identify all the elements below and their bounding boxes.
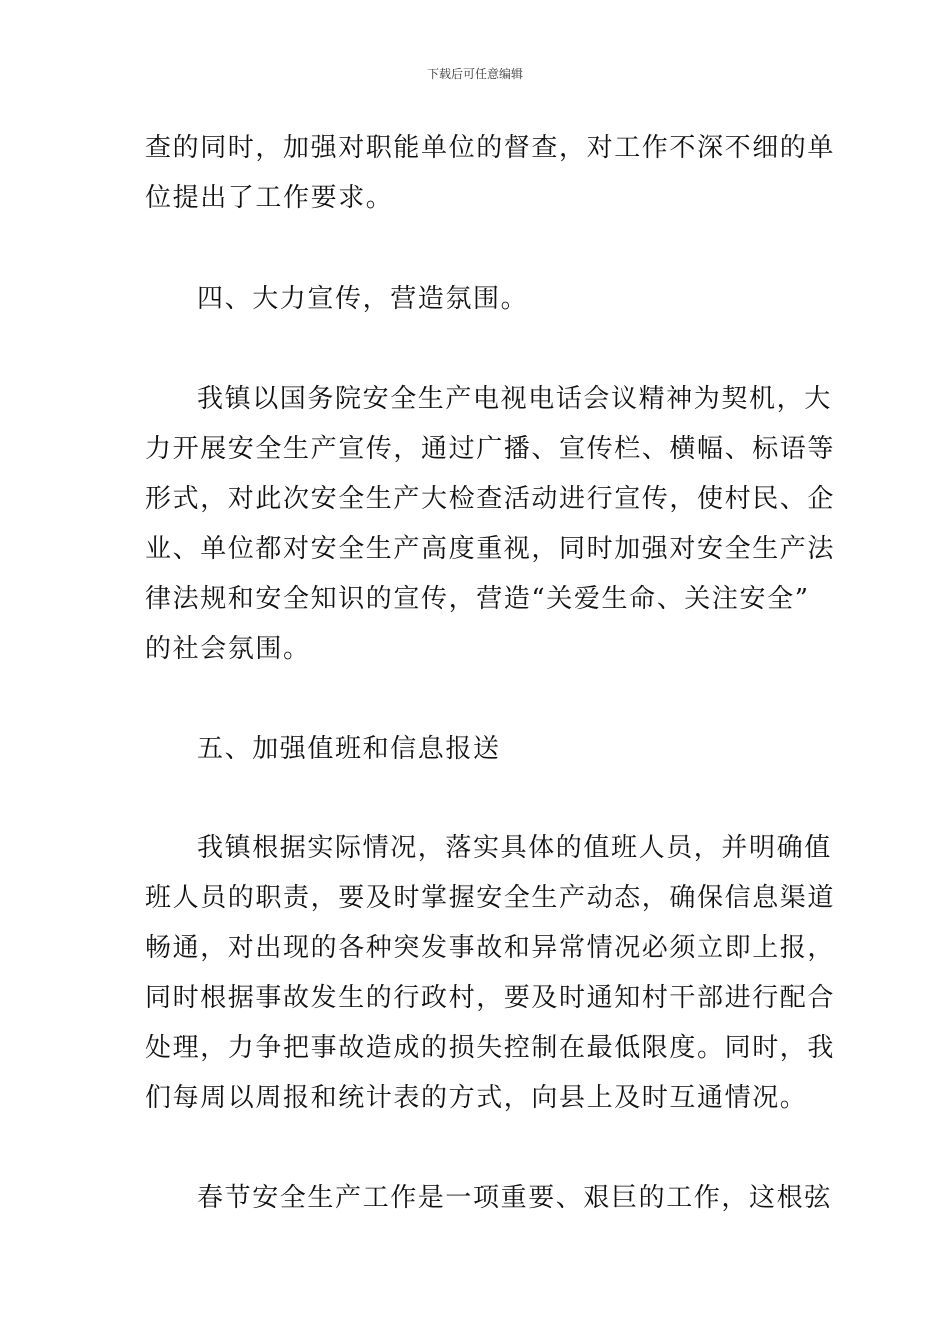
page-header-note: 下载后可任意编辑 (426, 67, 523, 81)
text-line: 位提出了工作要求。 (145, 183, 394, 213)
text-line: 们每周以周报和统计表的方式，向县上及时互通情况。 (145, 1083, 808, 1113)
text-line: 律法规和安全知识的宣传，营造“关爱生命、关注安全” (145, 584, 810, 614)
text-line: 春节安全生产工作是一项重要、艰巨的工作，这根弦 (197, 1183, 832, 1213)
text-line: 力开展安全生产宣传，通过广播、宣传栏、横幅、标语等 (145, 434, 836, 464)
text-line: 形式，对此次安全生产大检查活动进行宣传，使村民、企 (145, 484, 836, 514)
text-line: 我镇根据实际情况，落实具体的值班人员，并明确值 (197, 833, 832, 863)
text-line: 畅通，对出现的各种突发事故和异常情况必须立即上报， (145, 933, 836, 963)
text-line: 查的同时，加强对职能单位的督查，对工作不深不细的单 (145, 133, 836, 163)
section-heading-5: 五、加强值班和信息报送 (197, 734, 501, 764)
text-line: 业、单位都对安全生产高度重视，同时加强对安全生产法 (145, 534, 836, 564)
text-line: 同时根据事故发生的行政村，要及时通知村干部进行配合 (145, 983, 836, 1013)
text-line: 的社会氛围。 (145, 634, 311, 664)
text-line: 班人员的职责，要及时掌握安全生产动态，确保信息渠道 (145, 883, 836, 913)
text-line: 我镇以国务院安全生产电视电话会议精神为契机，大 (197, 384, 832, 414)
text-line: 处理，力争把事故造成的损失控制在最低限度。同时，我 (145, 1033, 836, 1063)
section-heading-4: 四、大力宣传，营造氛围。 (197, 284, 529, 314)
